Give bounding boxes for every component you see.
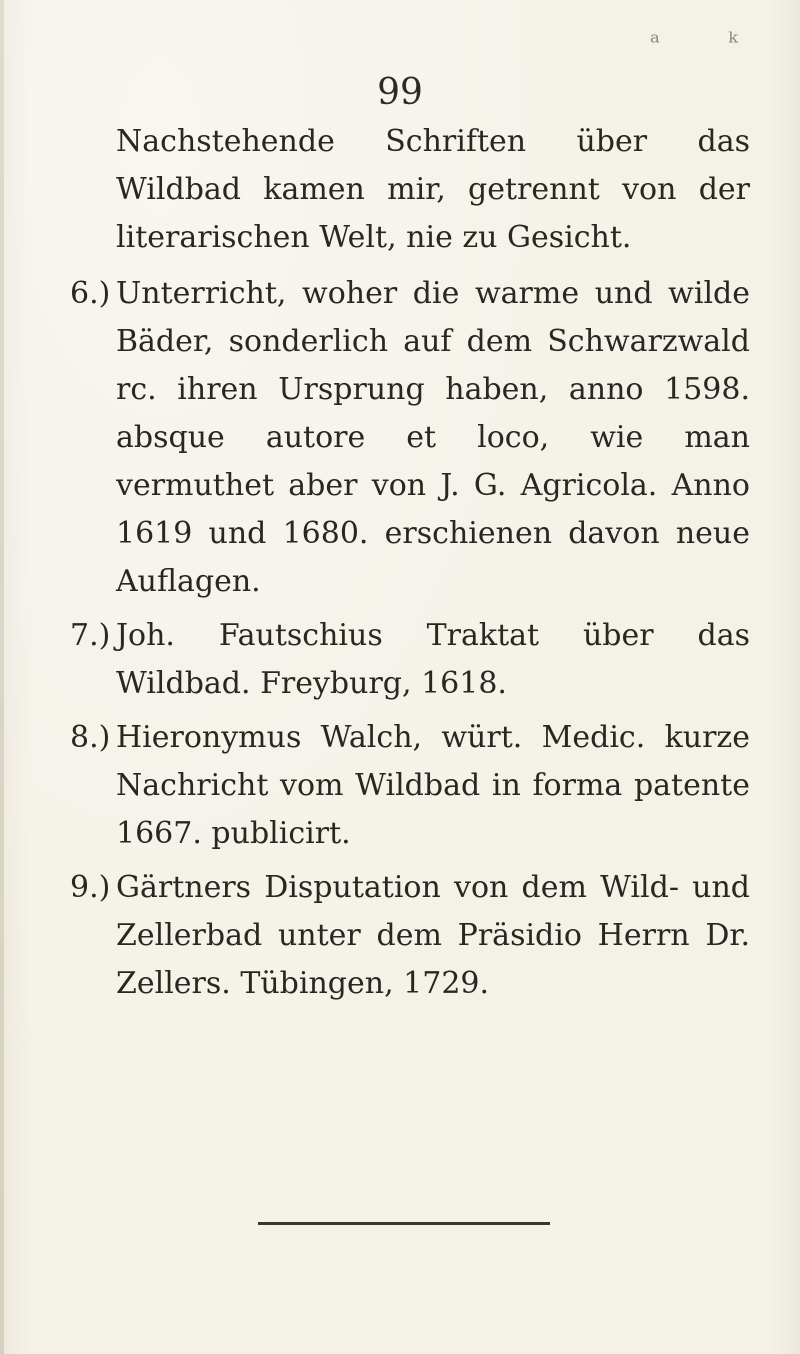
entry-text: Unterricht, woher die warme und wilde Bäder, sonderlich auf dem Schwarzwald rc. ihren Ursprung haben, anno 1598. absque autore et loco, wie man vermuthet aber von J. G. Agricola. Anno 1619 und 1680. erschienen davon neue Auflagen. (116, 276, 750, 599)
entry-number: 9.) (70, 870, 111, 905)
page-body (70, 118, 750, 1014)
bibliography-entry-8 (70, 714, 750, 858)
entry-number: 8.) (70, 720, 111, 755)
bibliography-entry-6 (70, 270, 750, 606)
entry-number: 7.) (70, 618, 111, 653)
entry-text: Gärtners Disputation von dem Wild- und Zellerbad unter dem Präsidio Herrn Dr. Zellers. Tübingen, 1729. (116, 870, 750, 1001)
closing-rule (258, 1222, 550, 1225)
page-edge-shadow (0, 0, 4, 1354)
intro-paragraph: Nachstehende Schriften über das Wildbad kamen mir, getrennt von der literarischen Welt, nie zu Gesicht. (116, 124, 750, 255)
entry-text: Hieronymus Walch, würt. Medic. kurze Nachricht vom Wildbad in forma patente 1667. publicirt. (116, 720, 750, 851)
bibliography-entry-9 (70, 864, 750, 1008)
entry-number: 6.) (70, 276, 111, 311)
bibliography-entry-7 (70, 612, 750, 708)
entry-text: Joh. Fautschius Traktat über das Wildbad. Freyburg, 1618. (116, 618, 750, 701)
printer-marks: ᵃ ᵏ (650, 28, 768, 58)
page-number: 99 (377, 72, 423, 113)
